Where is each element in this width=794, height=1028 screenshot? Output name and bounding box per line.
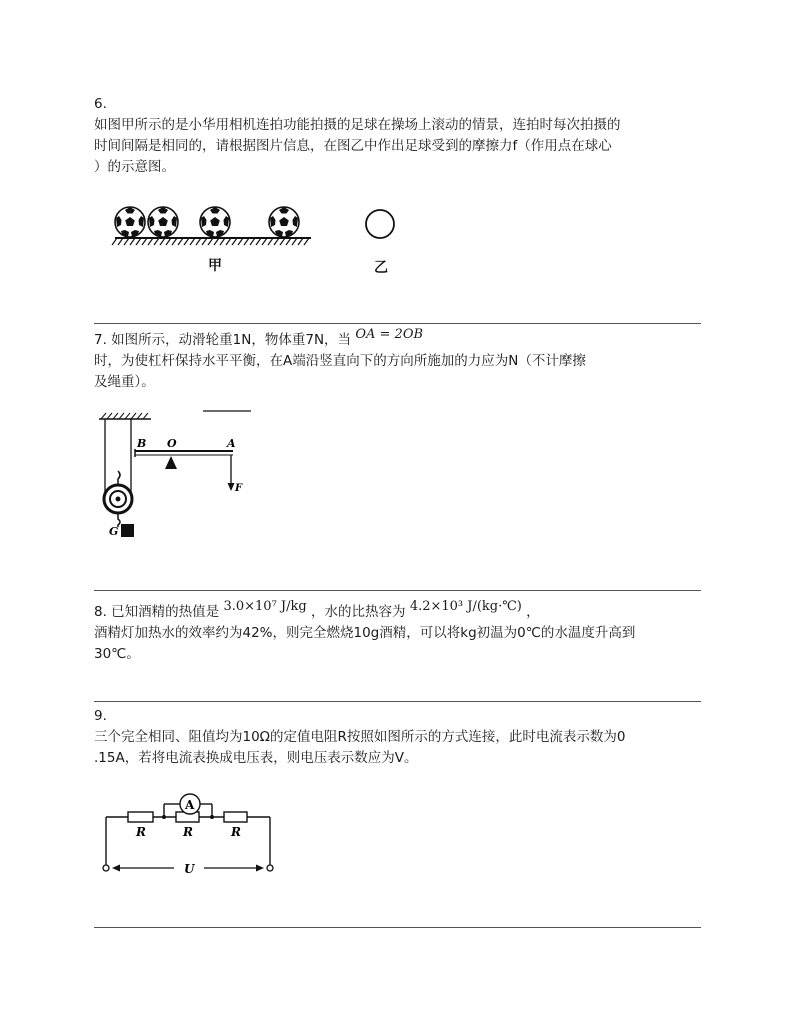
resistor-2-label: R xyxy=(183,825,193,839)
figure-label-yi: 乙 xyxy=(374,260,388,276)
question-prefix: 7. 如图所示，动滑轮重1N，物体重7N，当 xyxy=(94,332,352,348)
ceiling-hatch xyxy=(101,413,148,419)
fulcrum xyxy=(165,456,177,469)
question-8 xyxy=(94,599,701,665)
question-text-line xyxy=(94,599,701,623)
figure-football-rolling xyxy=(108,200,408,280)
section-divider xyxy=(94,590,701,591)
heat-value-formula: 3.0×10⁷ J/kg xyxy=(223,599,307,614)
question-text-line: 时间间隔是相同的，请根据图片信息，在图乙中作出足球受到的摩擦力f（作用点在球心 xyxy=(94,138,612,154)
question-text-line: ）的示意图。 xyxy=(94,159,175,175)
pulley-hook-top xyxy=(118,471,120,485)
voltage-arrowhead-left xyxy=(112,865,120,872)
question-suffix: ， xyxy=(526,604,540,620)
figure-circuit xyxy=(100,780,280,880)
resistor-1-label: R xyxy=(136,825,146,839)
question-text-line: 酒精灯加热水的效率约为42%，则完全燃烧10g酒精，可以将kg初温为0℃的水温度升高到 xyxy=(94,625,636,641)
question-text-line: 三个完全相同、阻值均为10Ω的定值电阻R按照如图所示的方式连接，此时电流表示数为0 xyxy=(94,729,626,745)
junction-dot xyxy=(210,815,214,819)
ball-4 xyxy=(269,207,299,237)
voltage-arrowhead-right xyxy=(256,865,264,872)
question-9 xyxy=(94,706,701,769)
terminal-right xyxy=(267,865,273,871)
specific-heat-formula: 4.2×10³ J/(kg·℃) xyxy=(409,599,522,614)
question-prefix: 8. 已知酒精的热值是 xyxy=(94,604,220,620)
question-7 xyxy=(94,327,701,393)
label-B: B xyxy=(137,437,147,450)
terminal-left xyxy=(103,865,109,871)
section-divider xyxy=(94,701,701,702)
question-middle: ，水的比热容为 xyxy=(311,604,406,620)
weight-block xyxy=(121,524,134,537)
question-text-line: 如图甲所示的是小华用相机连拍功能拍摄的足球在操场上滚动的情景，连拍时每次拍摄的 xyxy=(94,117,621,133)
section-divider xyxy=(94,927,701,928)
condition-formula: OA = 2OB xyxy=(355,327,424,342)
label-O: O xyxy=(167,437,177,450)
question-text-line: 30℃。 xyxy=(94,646,140,662)
junction-dot xyxy=(162,815,166,819)
question-6 xyxy=(94,94,701,178)
ball-2 xyxy=(148,207,178,237)
voltage-label: U xyxy=(184,862,195,876)
figure-lever-pulley xyxy=(95,405,265,545)
label-G: G xyxy=(109,525,119,538)
ball-outline-yi xyxy=(366,210,394,238)
question-text-line: 及绳重）。 xyxy=(94,374,155,390)
ground-hatch xyxy=(112,238,309,245)
ball-1 xyxy=(115,207,145,237)
figure-label-jia: 甲 xyxy=(208,258,222,274)
resistor-3 xyxy=(224,812,247,822)
resistor-3-label: R xyxy=(231,825,241,839)
resistor-1 xyxy=(128,812,153,822)
label-F: F xyxy=(235,483,243,494)
question-number: 6. xyxy=(94,96,107,112)
question-number: 9. xyxy=(94,708,107,724)
question-text-line: .15A，若将电流表换成电压表，则电压表示数应为V。 xyxy=(94,750,418,766)
ammeter-label: A xyxy=(185,798,195,812)
section-divider xyxy=(94,323,701,324)
ball-3 xyxy=(200,207,230,237)
question-text-line xyxy=(94,327,701,351)
movable-pulley xyxy=(104,485,132,513)
label-A: A xyxy=(227,437,236,450)
question-text-line: 时，为使杠杆保持水平平衡，在A端沿竖直向下的方向所施加的力应为N（不计摩擦 xyxy=(94,353,586,369)
force-arrowhead xyxy=(228,483,235,491)
